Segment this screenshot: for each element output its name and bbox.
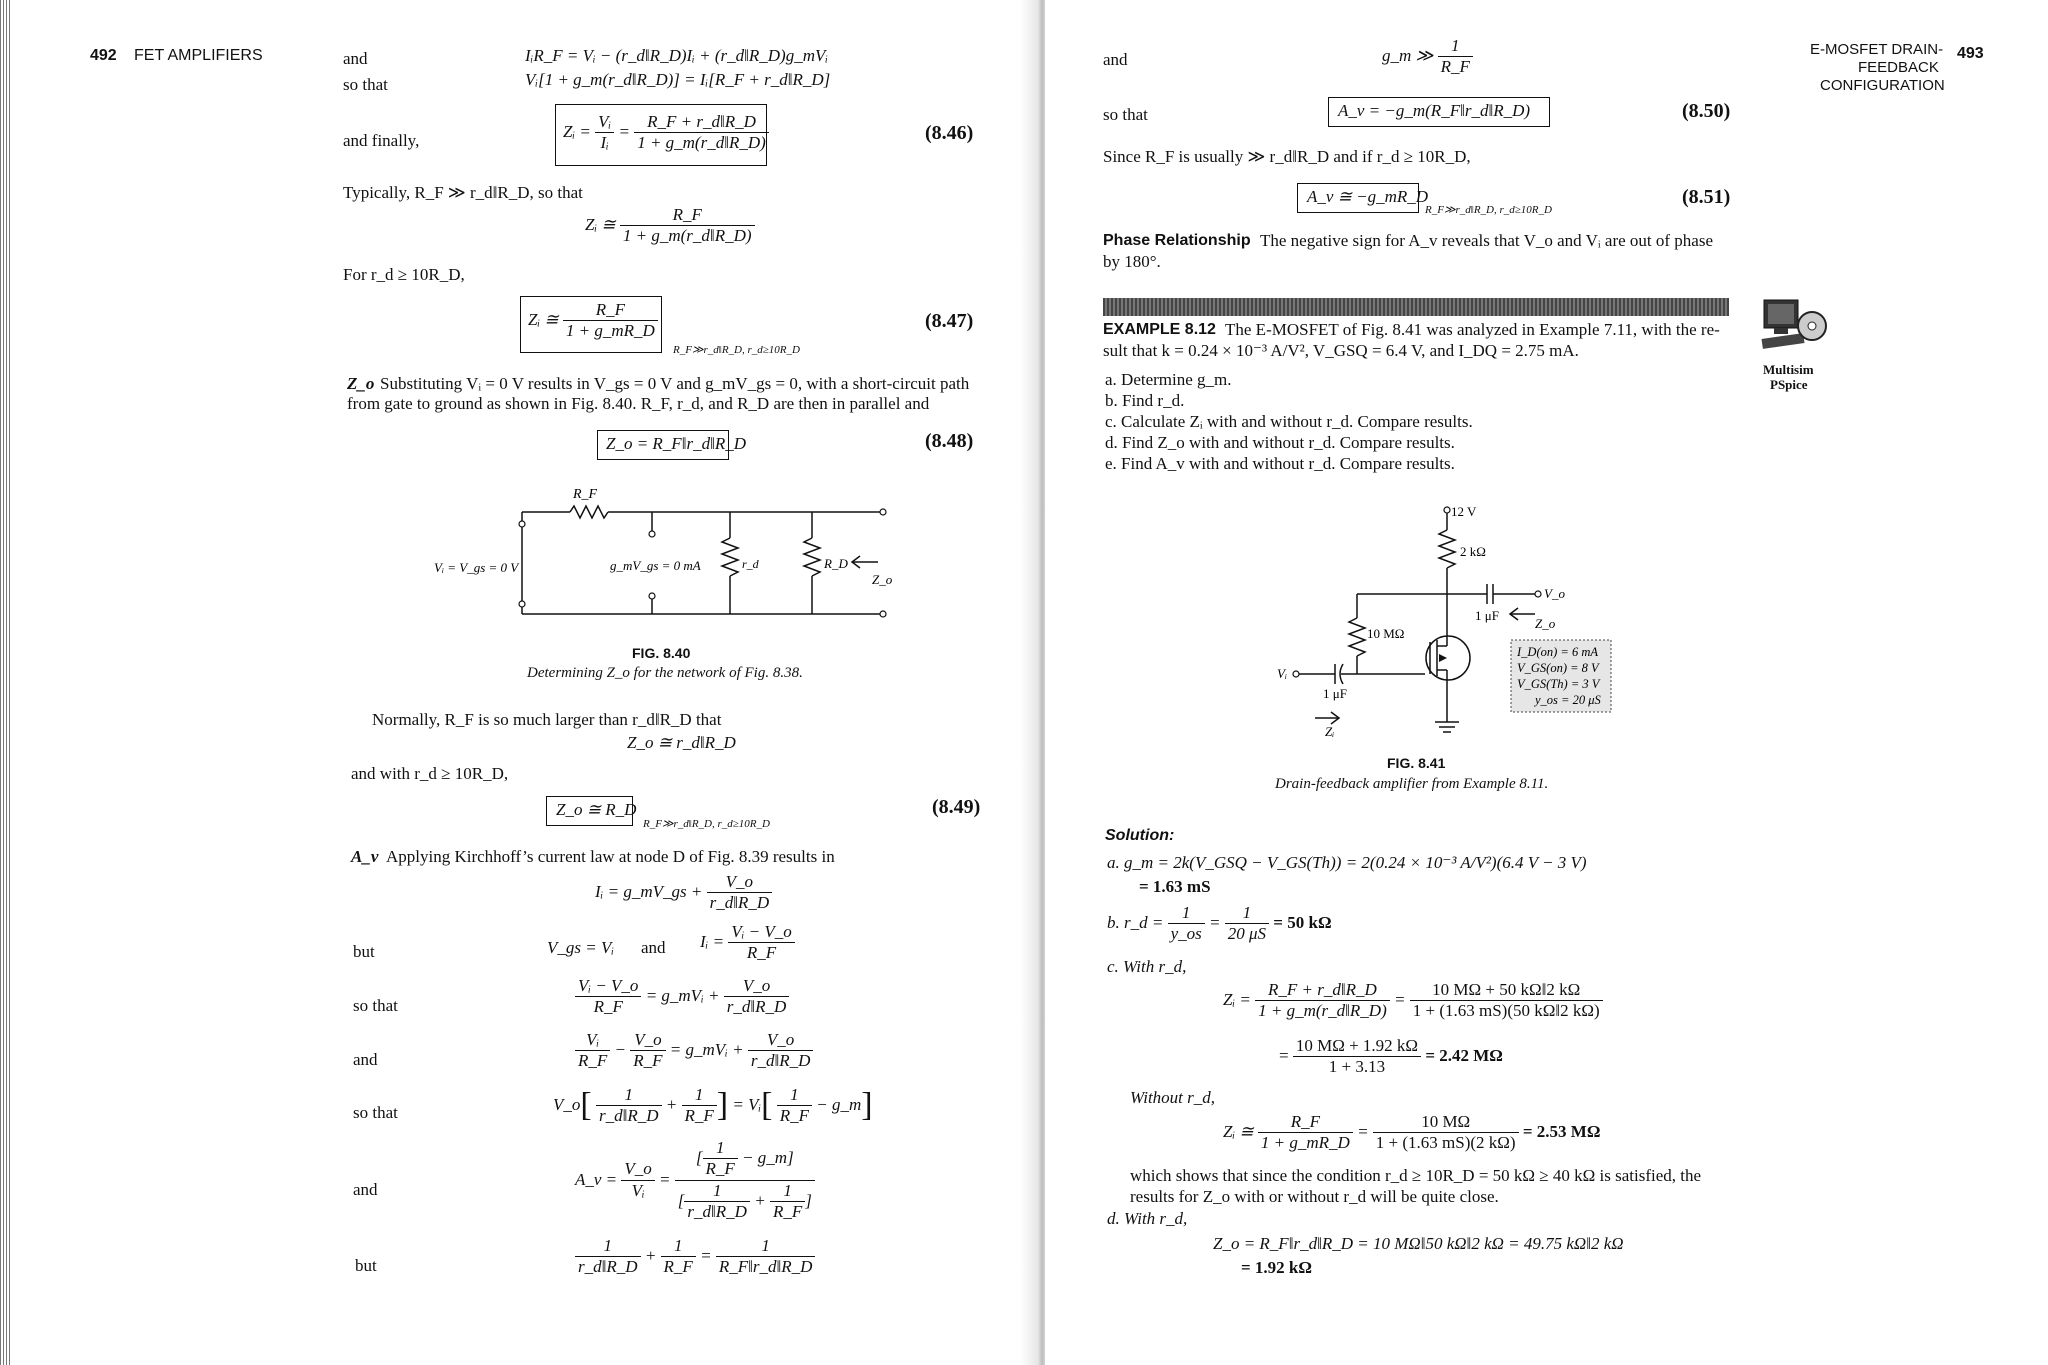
sol-c-d1: 1 + g_m(r_d‖R_D) xyxy=(1258,1001,1387,1021)
fig841-param-yos: y_os = 20 μS xyxy=(1535,693,1601,707)
eq-k-frac1 xyxy=(575,1236,641,1278)
eq-j-top-frac xyxy=(703,1138,738,1180)
figure-8-41-circuit xyxy=(1235,500,1655,740)
eq-g-num2: V_o xyxy=(724,976,790,997)
eq-e-den: r_d‖R_D xyxy=(709,893,770,913)
equation-number-8-51: (8.51) xyxy=(1682,186,1731,208)
equation-8-47 xyxy=(528,300,658,342)
sol-c-n1: R_F + r_d‖R_D xyxy=(1255,980,1390,1001)
eq-j-bot-d1: r_d‖R_D xyxy=(687,1202,747,1222)
eq-j-bot-frac1 xyxy=(684,1181,750,1223)
sol-b-d1: y_os xyxy=(1170,924,1202,944)
pspice-label: PSpice xyxy=(1770,377,1808,392)
eq-k-d2: R_F xyxy=(663,1257,693,1277)
label-so-that: so that xyxy=(343,75,388,94)
eq-f2-den: R_F xyxy=(746,943,777,963)
sol-w-result: = 2.53 MΩ xyxy=(1522,1121,1601,1141)
eq846-frac2 xyxy=(634,112,769,154)
sol-b-frac2 xyxy=(1225,903,1269,945)
sol-w-eq: = xyxy=(1357,1121,1369,1141)
eq-j-top-gm: − g_m xyxy=(742,1147,788,1167)
equation-d: Z_o ≅ r_d‖R_D xyxy=(627,733,736,752)
figure-8-40-circuit xyxy=(420,478,920,648)
eq-e-lhs: Iᵢ = g_mV_gs + xyxy=(595,881,703,901)
equation-f-and: and xyxy=(641,938,666,957)
eq-i-frac3 xyxy=(777,1085,812,1127)
fig841-zi-label: Zᵢ xyxy=(1325,724,1335,739)
fig841-param-vgs-th: V_GS(Th) = 3 V xyxy=(1517,677,1600,691)
eq-j-top-n: 1 xyxy=(703,1138,738,1159)
eq-g-num1: Vᵢ − V_o xyxy=(575,976,641,997)
eq-g-mid: = g_mVᵢ + xyxy=(645,985,720,1005)
eq-h-n1: Vᵢ xyxy=(575,1030,610,1051)
eq-i-n3: 1 xyxy=(777,1085,812,1106)
label-and: and xyxy=(1103,50,1128,69)
equation-8-46 xyxy=(563,112,769,154)
equation-number-8-48: (8.48) xyxy=(925,430,974,452)
eq846-eq: = xyxy=(618,121,630,141)
eq-a-frac xyxy=(1438,36,1473,78)
fig841-rd-label: 2 kΩ xyxy=(1460,544,1486,559)
fig841-param-vgs-on: V_GS(on) = 8 V xyxy=(1517,661,1599,675)
equation-a: IᵢR_F = Vᵢ − (r_d‖R_D)Iᵢ + (r_d‖R_D)g_mVᵢ xyxy=(525,46,829,65)
sol-w-frac2 xyxy=(1373,1112,1519,1154)
eq-h-d1: R_F xyxy=(578,1051,608,1071)
eq-i-frac2 xyxy=(682,1085,717,1127)
label-so-that-2: so that xyxy=(353,996,398,1015)
eq-k-n2: 1 xyxy=(661,1236,696,1257)
label-and-2: and xyxy=(353,1050,378,1069)
equation-number-8-46: (8.46) xyxy=(925,122,974,144)
equation-8-48: Z_o = R_F‖r_d‖R_D xyxy=(606,434,747,453)
eq-c-frac xyxy=(620,205,755,247)
sol-c-eq: = xyxy=(1394,989,1406,1009)
figure-8-41-caption: Drain-feedback amplifier from Example 8.11. xyxy=(1275,776,1549,792)
eq-j-bot-n2: 1 xyxy=(770,1181,805,1202)
solution-a-line-2: = 1.63 mS xyxy=(1139,877,1211,896)
eq-i-n2: 1 xyxy=(682,1085,717,1106)
eq-a-den: R_F xyxy=(1440,57,1470,77)
eq849-condition: R_F≫r_d‖R_D, r_d≥10R_D xyxy=(643,818,770,830)
fig841-vo-label: V_o xyxy=(1544,586,1565,601)
eq-h-minus: − xyxy=(614,1039,627,1059)
sol-c-frac2 xyxy=(1410,980,1603,1022)
eq-k-n3: 1 xyxy=(716,1236,816,1257)
sol-c2-num: 10 MΩ + 1.92 kΩ xyxy=(1293,1036,1421,1057)
sol-b-d2: 20 μS xyxy=(1227,924,1267,944)
eq-j-frac1 xyxy=(621,1159,654,1201)
page-number: 492 xyxy=(90,47,117,64)
multisim-label: Multisim xyxy=(1763,362,1814,377)
running-head: FET AMPLIFIERS xyxy=(134,47,263,64)
example-text-line-1: The E-MOSFET of Fig. 8.41 was analyzed in Example 7.11, with the re- xyxy=(1225,320,1720,339)
task-item-b: b. Find r_d. xyxy=(1105,391,1185,410)
eq-k-plus: + xyxy=(644,1245,657,1265)
eq-g-frac1 xyxy=(575,976,641,1018)
sol-b-n2: 1 xyxy=(1225,903,1269,924)
eq-h-d2: R_F xyxy=(633,1051,663,1071)
fig841-cout-label: 1 μF xyxy=(1475,608,1499,623)
equation-e xyxy=(595,872,772,914)
equation-f1: V_gs = Vᵢ xyxy=(547,938,615,957)
fig841-vi-label: Vᵢ xyxy=(1277,666,1287,681)
eq-j-bot-n1: 1 xyxy=(684,1181,750,1202)
sol-w-n2: 10 MΩ xyxy=(1373,1112,1519,1133)
zo-text-line-1: Substituting Vᵢ = 0 V results in V_gs = 0 V and g_mV_gs = 0, with a short-circuit path xyxy=(380,374,970,393)
eq-c-lhs: Zᵢ ≅ xyxy=(585,214,616,234)
text-with-rd: and with r_d ≥ 10R_D, xyxy=(351,764,509,783)
equation-h xyxy=(575,1030,813,1072)
label-but-2: but xyxy=(355,1256,377,1275)
task-item-c: c. Calculate Zᵢ with and without r_d. Compare results. xyxy=(1105,412,1473,431)
fig840-label-vi: Vᵢ = V_gs = 0 V xyxy=(434,560,519,575)
eq847-frac xyxy=(563,300,658,342)
fig840-label-rd-small: r_d xyxy=(742,557,759,571)
eq851-condition: R_F≫r_d‖R_D, r_d≥10R_D xyxy=(1425,204,1552,216)
page-number: 493 xyxy=(1957,45,1984,62)
eq-e-num: V_o xyxy=(707,872,773,893)
label-and: and xyxy=(343,49,368,68)
task-item-a: a. Determine g_m. xyxy=(1105,370,1232,389)
solution-c-heading: c. With r_d, xyxy=(1107,957,1187,976)
eq-a-lhs: g_m ≫ xyxy=(1382,45,1434,65)
eq-g-den1: R_F xyxy=(593,997,623,1017)
text-for-rd: For r_d ≥ 10R_D, xyxy=(343,265,465,284)
figure-8-40-caption: Determining Z_o for the network of Fig. 8.38. xyxy=(527,665,803,681)
solution-d-line-2: = 1.92 kΩ xyxy=(1241,1258,1313,1277)
solution-without-rd: Without r_d, xyxy=(1130,1088,1216,1107)
eq-i-gm: − g_m xyxy=(816,1094,862,1114)
sol-w-d1: 1 + g_mR_D xyxy=(1260,1133,1350,1153)
solution-heading: Solution: xyxy=(1105,827,1175,844)
equation-number-8-49: (8.49) xyxy=(932,796,981,818)
zo-section-label: Z_o xyxy=(347,374,375,393)
task-item-d: d. Find Z_o with and without r_d. Compare results. xyxy=(1105,433,1455,452)
eq-k-d1: r_d‖R_D xyxy=(578,1257,638,1277)
solution-b xyxy=(1107,903,1332,945)
solution-c-line-2 xyxy=(1279,1036,1503,1078)
fig841-vdd-label: 12 V xyxy=(1451,504,1477,519)
eq-i-d2: R_F xyxy=(684,1106,714,1126)
solution-a-line-1: a. g_m = 2k(V_GSQ − V_GS(Th)) = 2(0.24 × 10⁻³ A/V²)(6.4 V − 3 V) xyxy=(1107,853,1587,872)
fig840-label-zo: Z_o xyxy=(872,572,893,587)
eq-j-eq: = xyxy=(659,1170,671,1190)
sol-c2-den: 1 + 3.13 xyxy=(1328,1057,1386,1077)
label-so-that: so that xyxy=(1103,105,1148,124)
sol-w-n1: R_F xyxy=(1258,1112,1353,1133)
eq-i-n1: 1 xyxy=(596,1085,662,1106)
eq-i-frac1 xyxy=(596,1085,662,1127)
sol-w-lhs: Zᵢ ≅ xyxy=(1223,1121,1254,1141)
running-head-line-3: CONFIGURATION xyxy=(1820,77,1945,94)
eq-a-num: 1 xyxy=(1438,36,1473,57)
eq847-condition: R_F≫r_d‖R_D, r_d≥10R_D xyxy=(673,344,800,356)
sol-b-eq: = xyxy=(1209,912,1221,932)
fig840-label-source: g_mV_gs = 0 mA xyxy=(610,558,701,573)
eq-g-frac2 xyxy=(724,976,790,1018)
solution-without-eq xyxy=(1223,1112,1600,1154)
equation-i: V_o[ $\frac{1}{r\_d‖R\_D}$ + $\frac{1}{R\_F}$ ] = Vᵢ[ $\frac{1}{R\_F}$ − g_m] xyxy=(553,1085,873,1126)
solution-c-line-1 xyxy=(1223,980,1603,1022)
fig841-cin-label: 1 μF xyxy=(1323,686,1347,701)
fig841-rf-label: 10 MΩ xyxy=(1367,626,1405,641)
eq-h-mid: = g_mVᵢ + xyxy=(669,1039,744,1059)
equation-g xyxy=(575,976,789,1018)
eq-i-d3: R_F xyxy=(779,1106,810,1126)
sol-w-d2: 1 + (1.63 mS)(2 kΩ) xyxy=(1375,1133,1516,1153)
equation-8-49: Z_o ≅ R_D xyxy=(556,800,637,819)
eq-k-frac2 xyxy=(661,1236,696,1278)
label-and-3: and xyxy=(353,1180,378,1199)
solution-which-line-2: results for Z_o with or without r_d will be quite close. xyxy=(1130,1187,1499,1206)
eq-j-top-d: R_F xyxy=(705,1159,735,1179)
equation-8-50: A_v = −g_m(R_F‖r_d‖R_D) xyxy=(1338,101,1531,120)
running-head-line-2: FEEDBACK xyxy=(1858,59,1939,76)
eq-j-bigfrac xyxy=(675,1138,815,1223)
example-header-bar xyxy=(1103,298,1729,316)
equation-b: Vᵢ[1 + g_m(r_d‖R_D)] = Iᵢ[R_F + r_d‖R_D] xyxy=(525,70,831,89)
eq847-num: R_F xyxy=(563,300,658,321)
eq-h-n3: V_o xyxy=(748,1030,814,1051)
eq-h-frac2 xyxy=(630,1030,665,1072)
task-item-e: e. Find A_v with and without r_d. Compare results. xyxy=(1105,454,1455,473)
example-text-line-2: sult that k = 0.24 × 10⁻³ A/V², V_GSQ = 6.4 V, and I_DQ = 2.75 mA. xyxy=(1103,341,1579,360)
eq846-frac1 xyxy=(595,112,614,154)
eq-j-bigfrac-num: [ $\frac{1}{R\_F}$ − g_m] xyxy=(675,1138,815,1181)
sol-b-n1: 1 xyxy=(1168,903,1205,924)
sol-b-frac1 xyxy=(1168,903,1205,945)
right-page xyxy=(1045,0,2048,1365)
solution-d-heading: d. With r_d, xyxy=(1107,1209,1188,1228)
figure-8-41-title: FIG. 8.41 xyxy=(1387,755,1446,771)
sol-c2-result: = 2.42 MΩ xyxy=(1425,1045,1503,1065)
zo-text-line-2: from gate to ground as shown in Fig. 8.40. R_F, r_d, and R_D are then in parallel and xyxy=(347,394,930,413)
solution-d-line-1: Z_o = R_F‖r_d‖R_D = 10 MΩ‖50 kΩ‖2 kΩ = 49.75 kΩ‖2 kΩ xyxy=(1213,1234,1624,1253)
eq847-den: 1 + g_mR_D xyxy=(565,321,655,341)
equation-k xyxy=(575,1236,815,1278)
example-heading: EXAMPLE 8.12 xyxy=(1103,321,1216,338)
eq-j-bot-d2: R_F xyxy=(772,1202,803,1222)
eq-i-vo: V_o xyxy=(553,1094,581,1114)
eq-f2-num: Vᵢ − V_o xyxy=(728,922,794,943)
eq-k-d3: R_F‖r_d‖R_D xyxy=(718,1257,813,1277)
label-so-that-3: so that xyxy=(353,1103,398,1122)
eq-k-n1: 1 xyxy=(575,1236,641,1257)
eq-e-frac xyxy=(707,872,773,914)
sol-c-d2: 1 + (1.63 mS)(50 kΩ‖2 kΩ) xyxy=(1412,1001,1600,1021)
phase-text-line-1: The negative sign for A_v reveals that V_o and Vᵢ are out of phase xyxy=(1260,231,1713,250)
eq-k-eq: = xyxy=(700,1245,712,1265)
eq-i-d1: r_d‖R_D xyxy=(598,1106,659,1126)
figure-8-40-title: FIG. 8.40 xyxy=(632,645,691,661)
eq-h-d3: r_d‖R_D xyxy=(750,1051,811,1071)
equation-f2 xyxy=(700,922,795,964)
sol-c-frac1 xyxy=(1255,980,1390,1022)
sol-c-lhs: Zᵢ = xyxy=(1223,989,1251,1009)
eq846-lhs: Zᵢ = xyxy=(563,121,591,141)
solution-which-line-1: which shows that since the condition r_d ≥ 10R_D = 50 kΩ ≥ 40 kΩ is satisfied, the xyxy=(1130,1166,1702,1185)
eq-c-num: R_F xyxy=(620,205,755,226)
eq-j-n1: V_o xyxy=(621,1159,654,1180)
eq-f2-frac xyxy=(728,922,794,964)
eq-j-bot-plus: + xyxy=(754,1190,766,1210)
eq-f2-lhs: Iᵢ = xyxy=(700,931,725,951)
sol-c2-frac xyxy=(1293,1036,1421,1078)
running-head-line-1: E-MOSFET DRAIN- xyxy=(1810,41,1944,58)
equation-c xyxy=(585,205,755,247)
eq-j-lhs: A_v = xyxy=(575,1170,618,1190)
eq-j-bot-frac2 xyxy=(770,1181,805,1223)
eq-j-bigfrac-den: [ $\frac{1}{r\_d‖R\_D}$ + $\frac{1}{R\_F}$ ] xyxy=(677,1180,812,1222)
sol-c2-eq: = xyxy=(1279,1045,1289,1065)
eq846-frac1-den: Iᵢ xyxy=(600,133,609,153)
equation-number-8-50: (8.50) xyxy=(1682,100,1731,122)
phase-text-line-2: by 180°. xyxy=(1103,252,1161,271)
fig841-param-id-on: I_D(on) = 6 mA xyxy=(1517,645,1598,659)
label-but: but xyxy=(353,942,375,961)
equation-j xyxy=(575,1138,815,1223)
eq847-lhs: Zᵢ ≅ xyxy=(528,309,559,329)
fig840-label-rf: R_F xyxy=(572,487,598,502)
eq846-frac1-num: Vᵢ xyxy=(595,112,614,133)
eq-h-frac3 xyxy=(748,1030,814,1072)
label-and-finally: and finally, xyxy=(343,131,420,150)
fig840-label-RD: R_D xyxy=(824,556,848,571)
eq-j-d1: Vᵢ xyxy=(631,1180,645,1200)
sol-c-n2: 10 MΩ + 50 kΩ‖2 kΩ xyxy=(1410,980,1603,1001)
eq-h-n2: V_o xyxy=(630,1030,665,1051)
multisim-computer-icon xyxy=(1760,296,1830,360)
eq846-frac2-num: R_F + r_d‖R_D xyxy=(634,112,769,133)
eq-c-den: 1 + g_m(r_d‖R_D) xyxy=(622,226,752,246)
sol-w-frac1 xyxy=(1258,1112,1353,1154)
eq-h-frac1 xyxy=(575,1030,610,1072)
sol-b-result: = 50 kΩ xyxy=(1273,912,1332,932)
fig841-zo-label: Z_o xyxy=(1535,616,1556,631)
equation-number-8-47: (8.47) xyxy=(925,310,974,332)
equation-8-51: A_v ≅ −g_mR_D xyxy=(1307,187,1429,206)
sol-b-lhs: b. r_d = xyxy=(1107,912,1164,932)
text-normally: Normally, R_F is so much larger than r_d‖R_D that xyxy=(372,710,722,729)
av-text: Applying Kirchhoff’s current law at node D of Fig. 8.39 results in xyxy=(386,847,835,866)
eq-i-plus: + xyxy=(665,1094,678,1114)
text-since: Since R_F is usually ≫ r_d‖R_D and if r_d ≥ 10R_D, xyxy=(1103,147,1471,166)
equation-a xyxy=(1382,36,1473,78)
text-typically: Typically, R_F ≫ r_d‖R_D, so that xyxy=(343,183,583,202)
eq-g-den2: r_d‖R_D xyxy=(726,997,787,1017)
av-section-label: A_v xyxy=(351,847,379,866)
page-binding-edge xyxy=(0,0,10,1365)
eq-i-eq: = Vᵢ xyxy=(732,1094,762,1114)
eq-k-frac3 xyxy=(716,1236,816,1278)
phase-heading: Phase Relationship xyxy=(1103,232,1251,249)
eq846-frac2-den: 1 + g_m(r_d‖R_D) xyxy=(637,133,766,153)
